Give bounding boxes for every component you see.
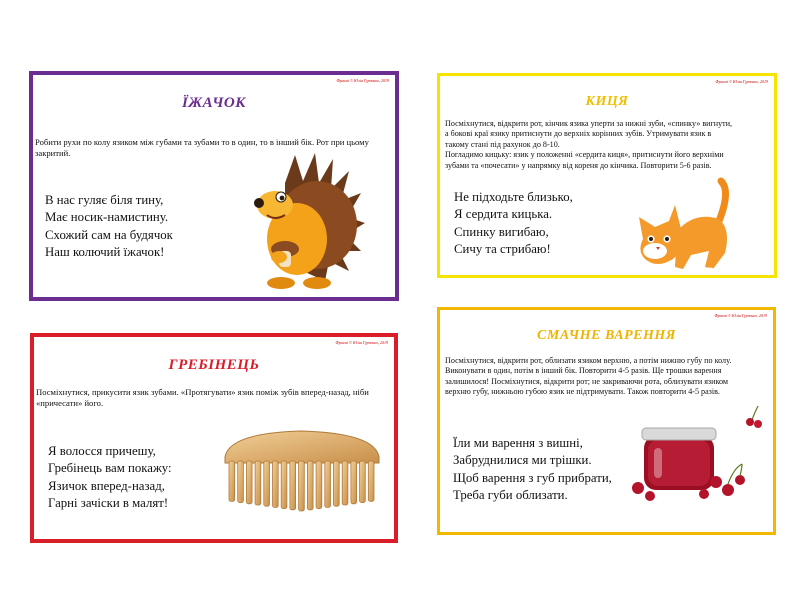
poem-line: Не підходьте близько, (454, 190, 573, 204)
instruction-line: верхню губу, нижньою губою язик не підтримувати. Також повторити 4-5 разів. (445, 387, 720, 397)
poem-line: Щоб варення з губ прибрати, (453, 470, 612, 485)
poem-line: Язичок вперед-назад, (48, 478, 165, 493)
card-credit: Фрагмі © Юлія Гурченко, 2019 (336, 78, 389, 83)
comb-tooth (281, 461, 287, 509)
instruction-line: зубами та «почесати» у напрямку від кореня до кінчика. Повторити 5-6 разів. (445, 160, 712, 170)
poem-line: Гарні зачіски в малят! (48, 496, 169, 511)
comb-tooth (334, 461, 340, 506)
comb-tooth (316, 461, 322, 509)
comb-tooth (264, 461, 270, 506)
poem-line: Треба губи облизати. (453, 488, 568, 503)
comb-tooth (325, 461, 331, 507)
card-cat (437, 73, 777, 278)
card-title: КИЦЯ (585, 94, 629, 109)
card-poem (454, 189, 573, 259)
card-credit: Фрагмі © Юлія Гурченко, 2019 (335, 340, 388, 345)
comb-tooth (273, 461, 279, 507)
card-instruction (445, 356, 775, 398)
card-credit: Фрагмі © Юлія Гурченко, 2019 (714, 313, 767, 318)
comb-tooth (290, 461, 296, 510)
comb-tooth (351, 461, 357, 504)
comb-tooth (307, 461, 313, 510)
card-title: СМАЧНЕ ВАРЕННЯ (537, 328, 676, 343)
card-poem (45, 192, 173, 262)
card-jam (437, 307, 776, 535)
instruction-line: Посміхнутися, відкрити рот, кінчик язика уперти за нижні зуби, «спинку» вигнути, (445, 119, 733, 128)
poem-line: Їли ми варення з вишні, (453, 436, 583, 450)
instruction-line: такому стані під рахунок до 8-10. (445, 139, 560, 149)
card-instruction: Робити рухи по колу язиком між губами та зубами то в один, то в інший бік. Рот при цьому закритий. (35, 137, 369, 158)
comb-tooth (246, 461, 252, 504)
card-credit: Фрагмі © Юлія Гурченко, 2019 (715, 79, 768, 84)
poem-line: Гребінець вам покажу: (48, 461, 172, 476)
poem-line: Я волосся причешу, (48, 444, 156, 458)
poem-line: Сичу та стрибаю! (454, 242, 551, 257)
card-instruction: Посміхнутися, прикусити язик зубами. «Протягувати» язик поміж зубів вперед-назад, ніби «причесати» його. (36, 387, 369, 408)
comb-tooth (229, 461, 235, 501)
card-comb (30, 333, 398, 543)
cherry-jam-jar-icon (630, 402, 770, 502)
poem-line: В нас гуляє біля тину, (45, 193, 164, 207)
instruction-line: Посміхнутися, відкрити рот, облизати язиком верхню, а потім нижню губу по колу. (445, 356, 732, 365)
poem-line: Я сердита кицька. (454, 207, 553, 222)
comb-tooth (299, 461, 305, 511)
comb-icon (219, 427, 384, 517)
poem-line: Має носик-намистину. (45, 210, 169, 225)
poem-line: Спинку вигибаю, (454, 224, 549, 239)
instruction-line: залишилося! Посміхнутися, відкрити рот; не закриваючи рота, облизувати язиком (445, 376, 728, 386)
poem-line: Забруднилися ми трішки. (453, 453, 592, 468)
hedgehog-icon (245, 153, 365, 293)
poem-line: Схожий сам на будячок (45, 227, 173, 242)
instruction-line: Виконувати в один, потім в інший бік. Повторити 4-5 разів. Ще трошки варення (445, 366, 722, 376)
comb-tooth (360, 461, 366, 503)
card-title: ГРЕБІНЕЦЬ (168, 357, 260, 373)
comb-tooth (342, 461, 348, 505)
instruction-line: а бокові краї язику притиснути до верхніх корінних зубів. Утримувати язик в (445, 129, 712, 139)
card-instruction (445, 119, 775, 171)
comb-tooth (368, 461, 374, 501)
card-title: ЇЖАЧОК (182, 95, 246, 111)
comb-tooth (238, 461, 244, 503)
card-poem (48, 443, 172, 513)
comb-tooth (255, 461, 261, 505)
instruction-line: Погладимо кицьку: язик у положенні «сердита киця», притиснути його верхніми (445, 150, 724, 160)
cat-icon (635, 181, 745, 276)
poem-line: Наш колючий їжачок! (45, 245, 165, 260)
card-hedgehog (29, 71, 399, 301)
card-poem (453, 435, 612, 505)
